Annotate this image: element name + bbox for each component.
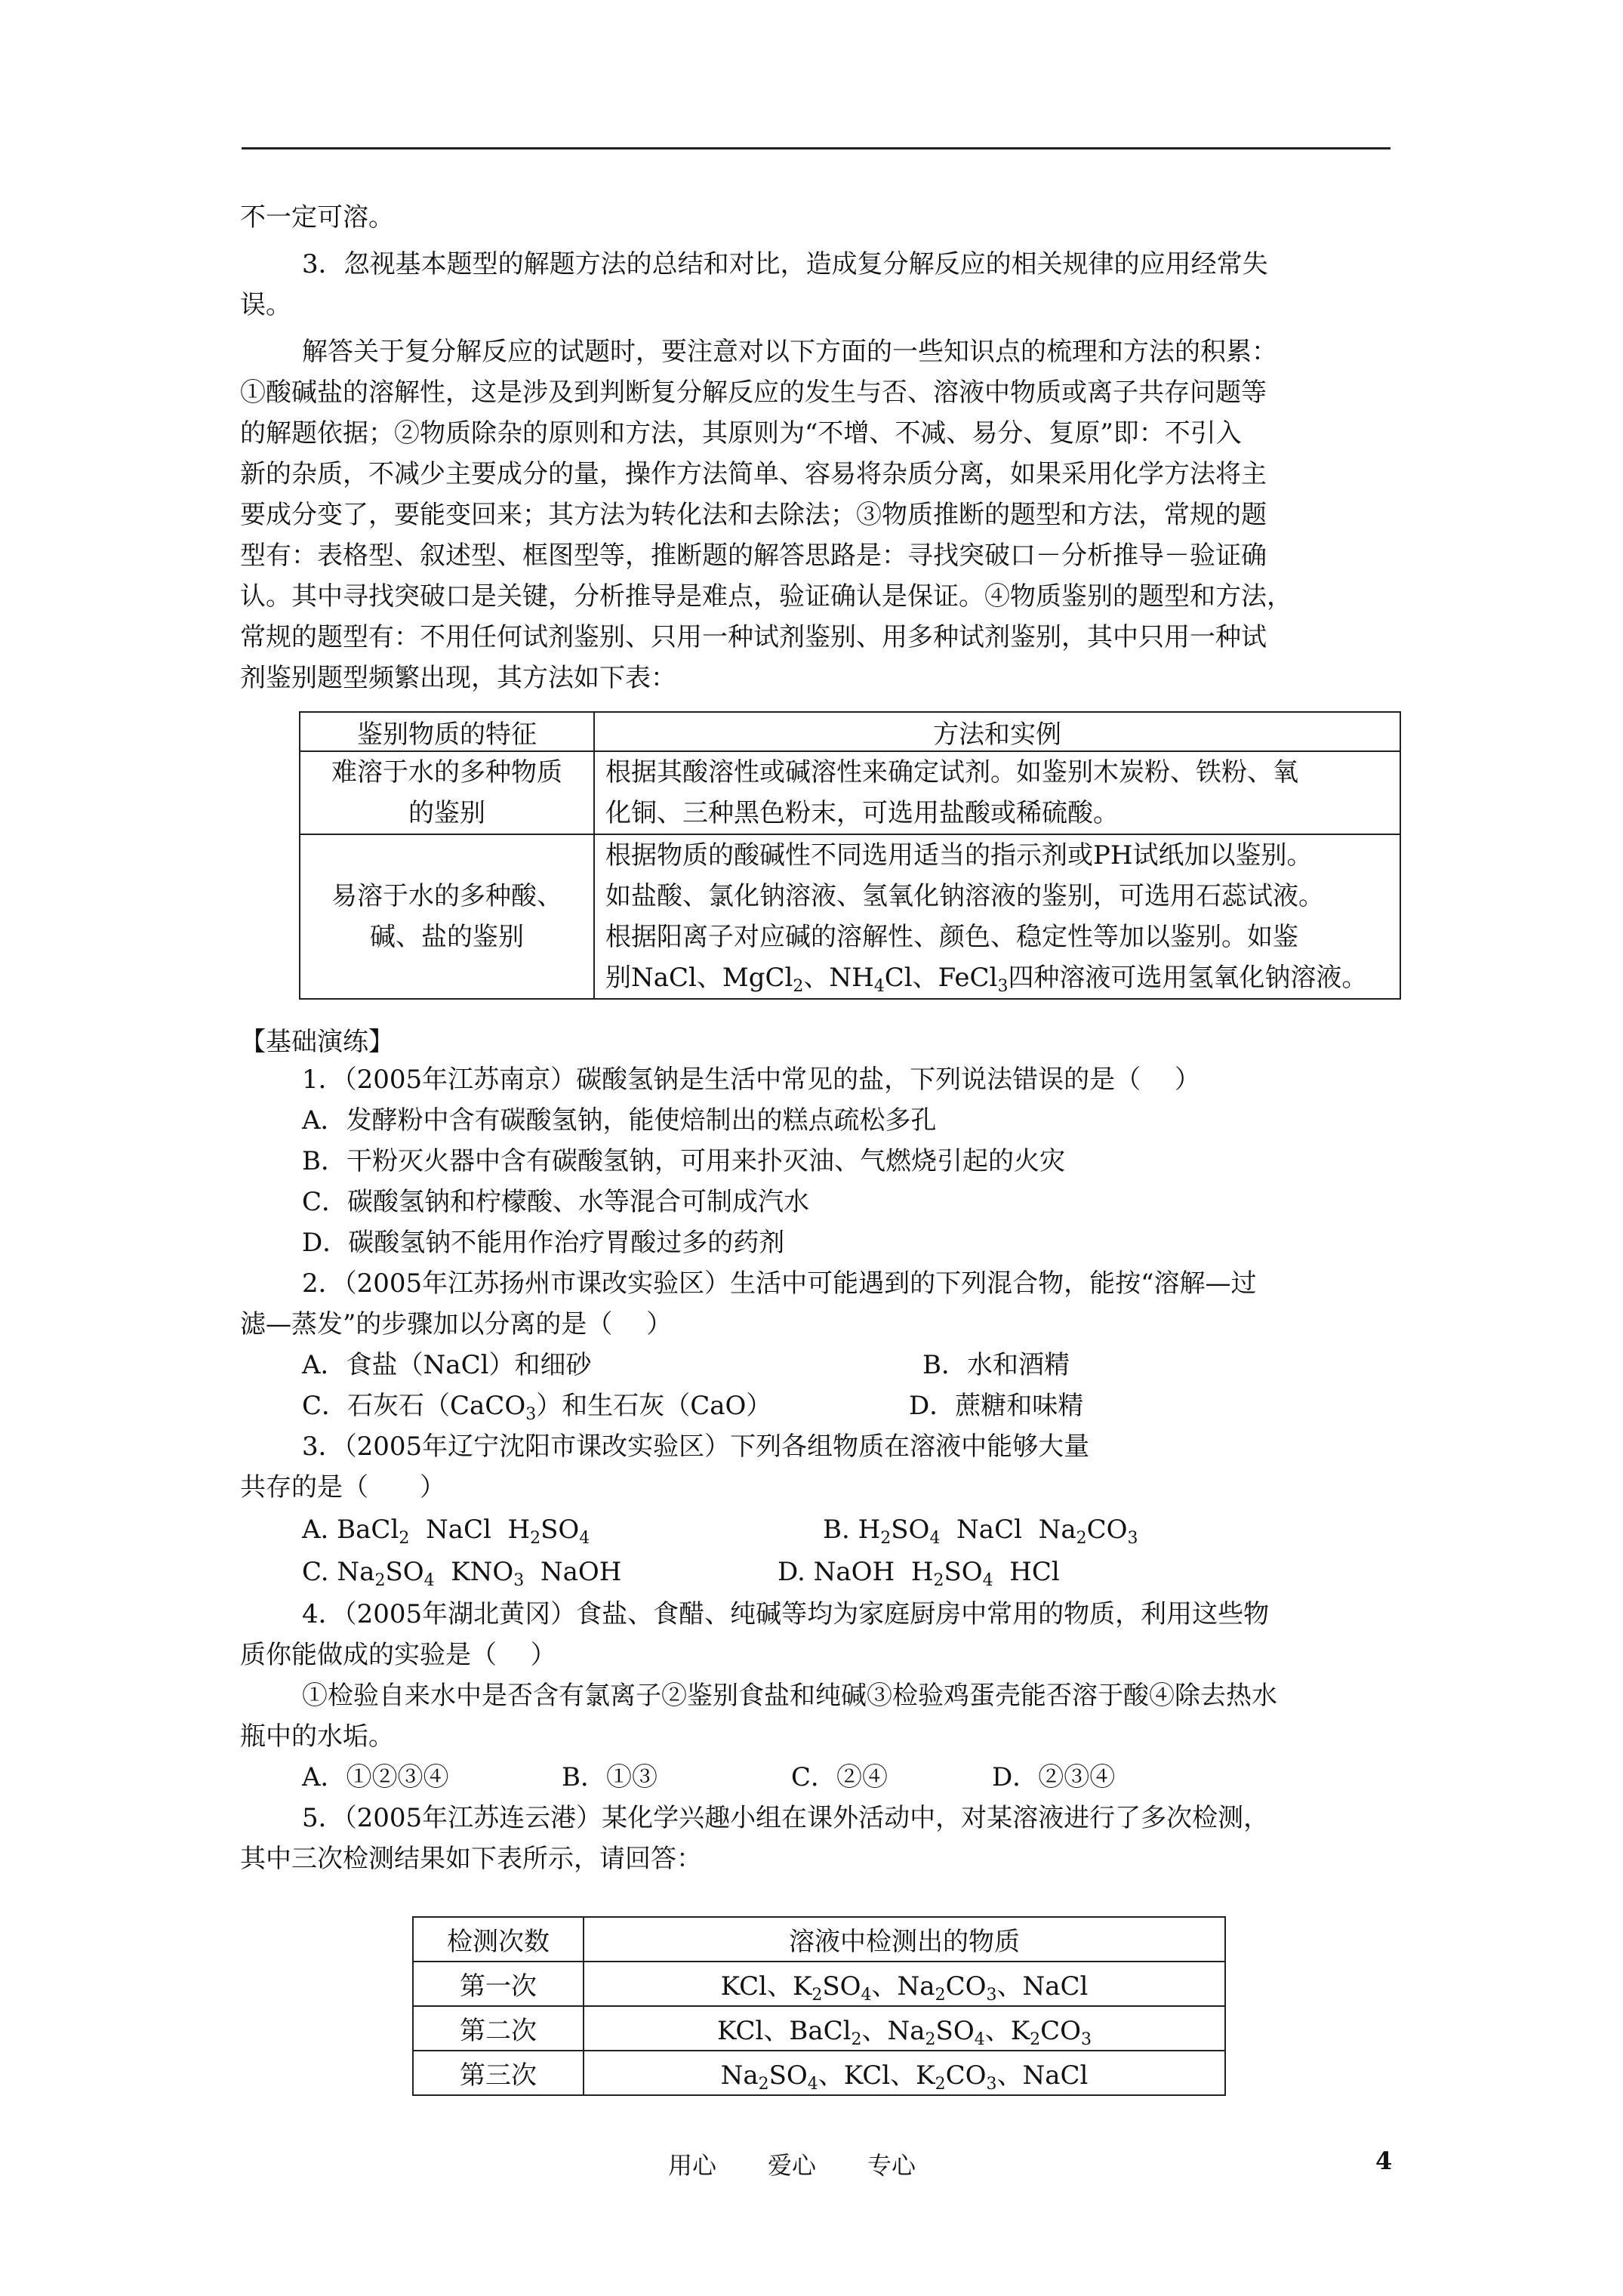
subscript: 4: [873, 977, 885, 996]
detection-table: [412, 1916, 1226, 2096]
text-line: 误。: [240, 290, 291, 320]
text: C．石灰石（CaCO: [302, 1391, 526, 1421]
subscript: 2: [793, 977, 804, 996]
table-cell: 第一次: [413, 1962, 584, 2006]
cell-line: [605, 957, 1389, 998]
subscript: 3: [1127, 1529, 1138, 1548]
footer: [668, 2147, 967, 2181]
table-row: [413, 2051, 1225, 2095]
option: B．①③: [562, 1762, 658, 1792]
text-line: 新的杂质，不减少主要成分的量，操作方法简单、容易将杂质分离，如果采用化学方法将主: [240, 459, 1267, 489]
text: SO: [944, 1557, 983, 1587]
text: 、NH: [803, 963, 874, 993]
option: B．干粉灭火器中含有碳酸氢钠，可用来扑灭油、气燃烧引起的火灾: [302, 1146, 1065, 1176]
cell-line: 如盐酸、氯化钠溶液、氢氧化钠溶液的鉴别，可选用石蕊试液。: [605, 881, 1324, 911]
table-cell: 第三次: [413, 2051, 584, 2095]
subscript: 4: [929, 1529, 941, 1548]
table-row: [300, 751, 1400, 834]
text-line: 的解题依据；②物质除杂的原则和方法，其原则为“不增、不减、易分、复原”即：不引入: [240, 418, 1242, 448]
footer-text: 爱心: [768, 2151, 817, 2180]
text-line: ①酸碱盐的溶解性，这是涉及到判断复分解反应的发生与否、溶液中物质或离子共存问题等: [240, 378, 1267, 408]
text-line: 认。其中寻找突破口是关键，分析推导是难点，验证确认是保证。④物质鉴别的题型和方法，: [240, 581, 1292, 612]
question-stem: 质你能做成的实验是（ ）: [240, 1640, 556, 1670]
cell-line: 化铜、三种黑色粉末，可选用盐酸或稀硫酸。: [605, 798, 1119, 828]
cell-line: 碱、盐的鉴别: [370, 922, 524, 952]
question-stem: 滤—蒸发”的步骤加以分离的是（ ）: [240, 1309, 673, 1339]
subscript: 2: [933, 1571, 944, 1590]
text: C. Na: [302, 1557, 375, 1587]
table-header: 溶液中检测出的物质: [584, 1917, 1225, 1962]
table-header: 检测次数: [413, 1917, 584, 1962]
footer-text: 专心: [867, 2151, 916, 2180]
table-row: [300, 834, 1400, 999]
text: SO: [540, 1515, 580, 1545]
text: HCl: [993, 1557, 1060, 1587]
option: C．碳酸氢钠和柠檬酸、水等混合可制成汽水: [302, 1187, 810, 1217]
text: 四种溶液可选用氢氧化钠溶液。: [1008, 963, 1368, 993]
option: [823, 1515, 1138, 1548]
text-line: 3．忽视基本题型的解题方法的总结和对比，造成复分解反应的相关规律的应用经常失: [302, 249, 1268, 279]
option: [778, 1557, 1060, 1590]
cell-line: 难溶于水的多种物质: [331, 757, 562, 787]
question-stem: 3．（2005年辽宁沈阳市课改实验区）下列各组物质在溶液中能够大量: [302, 1432, 1090, 1462]
subscript: 4: [982, 1571, 993, 1590]
text: NaCl H: [409, 1515, 531, 1545]
text: SO: [385, 1557, 424, 1587]
table-row: [413, 2006, 1225, 2051]
question-stem: 其中三次检测结果如下表所示，请回答：: [240, 1844, 702, 1874]
subscript: 2: [880, 1529, 892, 1548]
option: A．发酵粉中含有碳酸氢钠，能使焙制出的糕点疏松多孔: [302, 1105, 937, 1136]
cell-line: 易溶于水的多种酸、: [331, 881, 562, 911]
question-stem: 共存的是（ ）: [240, 1472, 445, 1502]
table-cell: KCl、BaCl$_2$、$Na_2SO_4$、$K_2CO_3$: [584, 2006, 1225, 2051]
text: Cl、FeCl: [884, 963, 998, 993]
page-number: 4: [1375, 2147, 1393, 2175]
table-cell: 第二次: [413, 2006, 584, 2051]
option: D．蔗糖和味精: [909, 1391, 1084, 1421]
text-line: 要成分变了，要能变回来；其方法为转化法和去除法；③物质推断的题型和方法，常规的题: [240, 500, 1267, 530]
text-line: 解答关于复分解反应的试题时，要注意对以下方面的一些知识点的梳理和方法的积累：: [302, 337, 1277, 367]
text: 别NaCl、MgCl: [605, 963, 793, 993]
text-line: 剂鉴别题型频繁出现，其方法如下表：: [240, 663, 676, 693]
text: A. BaCl: [302, 1515, 399, 1545]
option: [302, 1391, 772, 1424]
section-heading: 【基础演练】: [240, 1027, 394, 1057]
option: B．水和酒精: [922, 1350, 1070, 1380]
table-cell: $Na_2SO_4$、KCl、$K_2CO_3$、NaCl: [584, 2051, 1225, 2095]
option: A．食盐（NaCl）和细砂: [302, 1350, 592, 1380]
subscript: 3: [997, 977, 1009, 996]
subscript: 4: [579, 1529, 590, 1548]
cell-line: 根据阳离子对应碱的溶解性、颜色、稳定性等加以鉴别。如鉴: [605, 922, 1298, 952]
table-row: [413, 1962, 1225, 2006]
footer-text: 用心: [668, 2151, 717, 2180]
text-line: 常规的题型有：不用任何试剂鉴别、只用一种试剂鉴别、用多种试剂鉴别，其中只用一种试: [240, 622, 1267, 652]
text: NaCl Na: [940, 1515, 1076, 1545]
subscript: 2: [1076, 1529, 1087, 1548]
text: ）和生石灰（CaO）: [536, 1391, 772, 1421]
option: [302, 1557, 622, 1590]
question-stem: 4．（2005年湖北黄冈）食盐、食醋、纯碱等均为家庭厨房中常用的物质，利用这些物: [302, 1599, 1270, 1629]
subscript: 4: [423, 1571, 435, 1590]
text: NaOH: [524, 1557, 622, 1587]
header-rule: [242, 147, 1390, 149]
text: CO: [1086, 1515, 1128, 1545]
table-header: 鉴别物质的特征: [300, 712, 594, 751]
option: [302, 1515, 590, 1548]
text-line: 型有：表格型、叙述型、框图型等，推断题的解答思路是：寻找突破口－分析推导－验证确: [240, 541, 1267, 571]
subscript: 3: [525, 1405, 537, 1424]
subscript: 2: [399, 1529, 410, 1548]
option: A．①②③④: [302, 1762, 449, 1792]
subscript: 2: [530, 1529, 541, 1548]
subscript: 2: [374, 1571, 386, 1590]
question-items: ①检验自来水中是否含有氯离子②鉴别食盐和纯碱③检验鸡蛋壳能否溶于酸④除去热水: [302, 1681, 1277, 1711]
question-items: 瓶中的水垢。: [240, 1721, 394, 1752]
question-stem: 5．（2005年江苏连云港）某化学兴趣小组在课外活动中，对某溶液进行了多次检测，: [302, 1803, 1270, 1833]
cell-line: 根据物质的酸碱性不同选用适当的指示剂或PH试纸加以鉴别。: [605, 840, 1313, 871]
text-line: 不一定可溶。: [240, 202, 394, 233]
table-cell: KCl、$K_2SO_4$、$Na_2CO_3$、NaCl: [584, 1962, 1225, 2006]
subscript: 3: [513, 1571, 525, 1590]
method-table: [299, 711, 1401, 1000]
text: D. NaOH H: [778, 1557, 934, 1587]
cell-line: 的鉴别: [408, 798, 485, 828]
cell-line: 根据其酸溶性或碱溶性来确定试剂。如鉴别木炭粉、铁粉、氧: [605, 757, 1298, 787]
question-stem: 2．（2005年江苏扬州市课改实验区）生活中可能遇到的下列混合物，能按“溶解—过: [302, 1268, 1257, 1299]
option: C．②④: [791, 1762, 888, 1792]
text: KNO: [434, 1557, 514, 1587]
question-stem: 1．（2005年江苏南京）碳酸氢钠是生活中常见的盐，下列说法错误的是（ ）: [302, 1065, 1200, 1095]
option: D．②③④: [992, 1762, 1116, 1792]
option: D．碳酸氢钠不能用作治疗胃酸过多的药剂: [302, 1228, 785, 1258]
text: SO: [891, 1515, 930, 1545]
text: B. H: [823, 1515, 881, 1545]
table-header: 方法和实例: [594, 712, 1400, 751]
